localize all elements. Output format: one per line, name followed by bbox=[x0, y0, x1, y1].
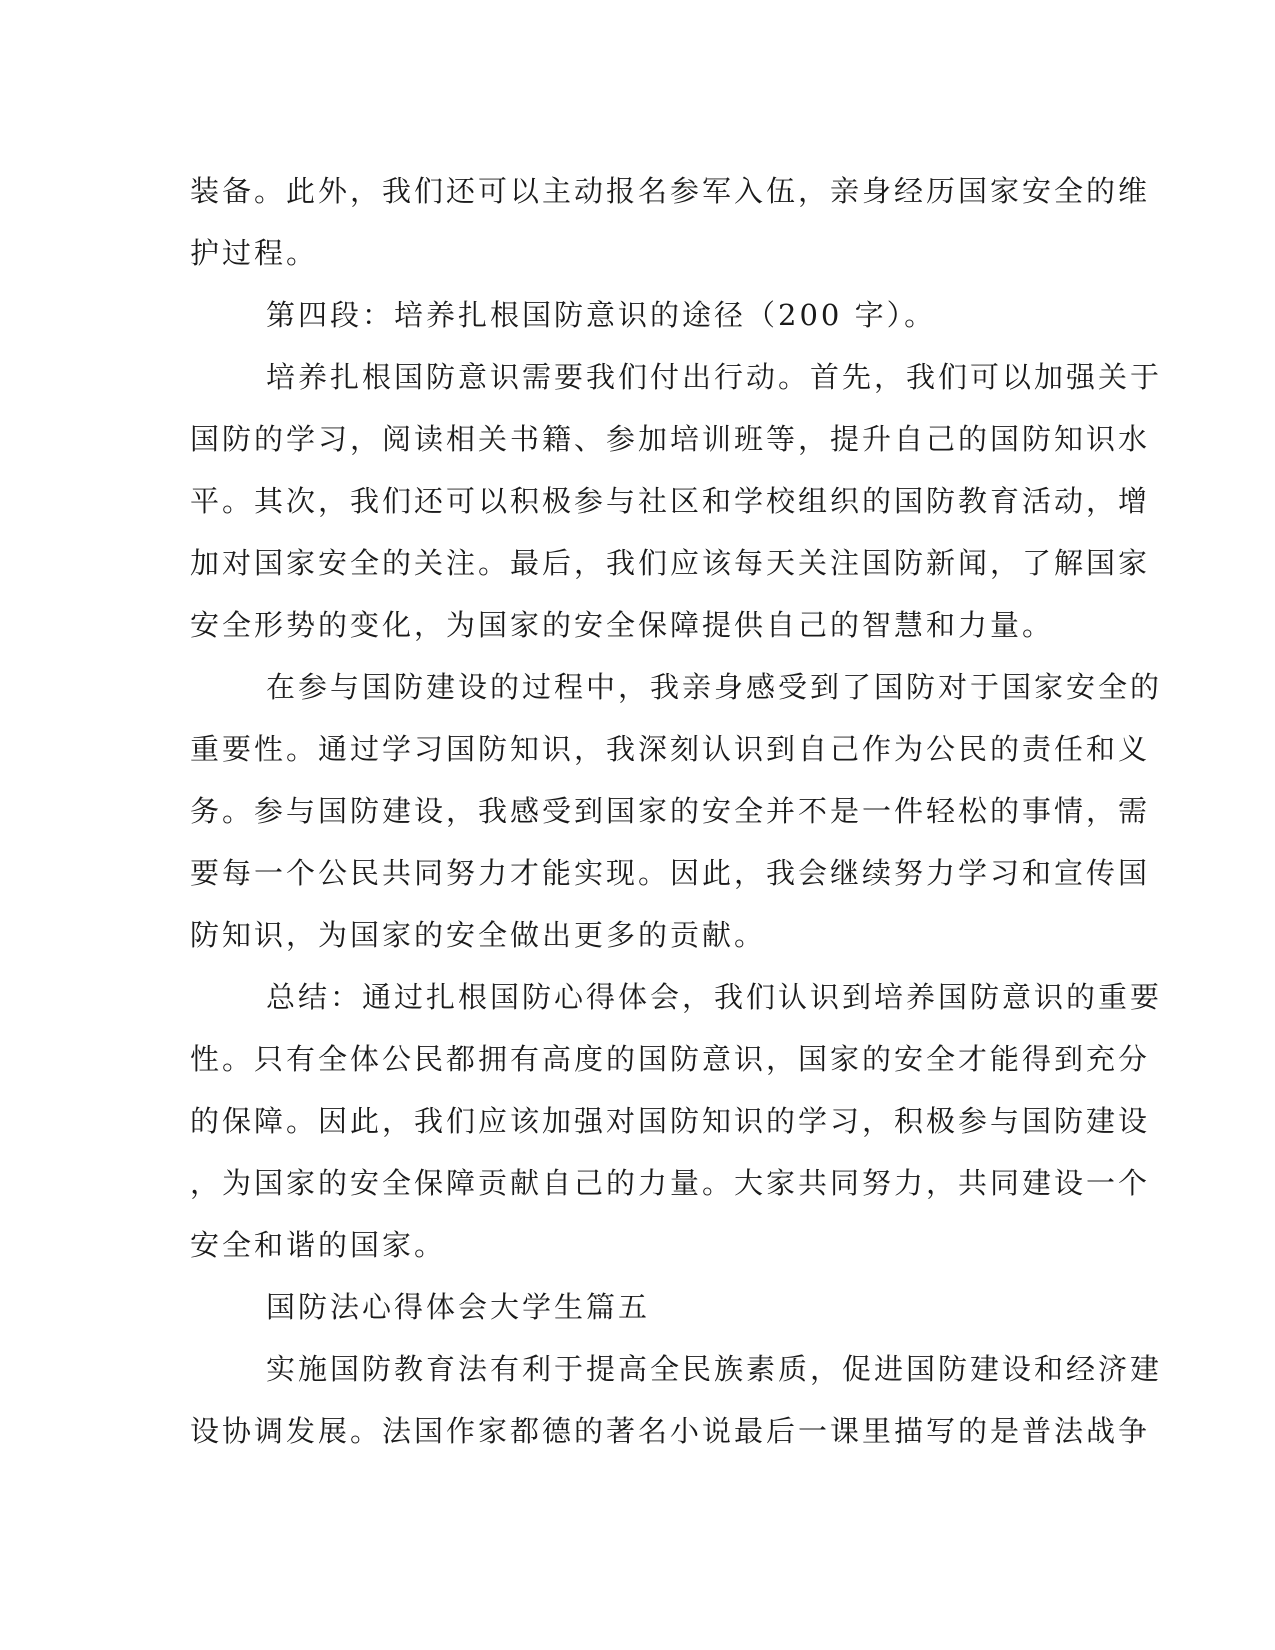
text-line: 设协调发展。法国作家都德的著名小说最后一课里描写的是普法战争 bbox=[190, 1414, 1151, 1448]
text-line: 护过程。 bbox=[190, 236, 319, 270]
paragraph-start: 培养扎根国防意识需要我们付出行动。首先，我们可以加强关于 bbox=[266, 360, 1163, 394]
text-line: ，为国家的安全保障贡献自己的力量。大家共同努力，共同建设一个 bbox=[190, 1166, 1151, 1200]
text-line: 平。其次，我们还可以积极参与社区和学校组织的国防教育活动，增 bbox=[190, 484, 1151, 518]
text-line: 务。参与国防建设，我感受到国家的安全并不是一件轻松的事情，需 bbox=[190, 794, 1151, 828]
text-line: 安全形势的变化，为国家的安全保障提供自己的智慧和力量。 bbox=[190, 608, 1055, 642]
text-line: 性。只有全体公民都拥有高度的国防意识，国家的安全才能得到充分 bbox=[190, 1042, 1151, 1076]
text-line: 防知识，为国家的安全做出更多的贡献。 bbox=[190, 918, 767, 952]
text-line: 国防的学习，阅读相关书籍、参加培训班等，提升自己的国防知识水 bbox=[190, 422, 1151, 456]
paragraph-start: 在参与国防建设的过程中，我亲身感受到了国防对于国家安全的 bbox=[266, 670, 1163, 704]
text-line: 安全和谐的国家。 bbox=[190, 1228, 447, 1262]
text-line: 的保障。因此，我们应该加强对国防知识的学习，积极参与国防建设 bbox=[190, 1104, 1151, 1138]
text-line: 重要性。通过学习国防知识，我深刻认识到自己作为公民的责任和义 bbox=[190, 732, 1151, 766]
section-title: 国防法心得体会大学生篇五 bbox=[266, 1290, 651, 1324]
text-line: 加对国家安全的关注。最后，我们应该每天关注国防新闻，了解国家 bbox=[190, 546, 1151, 580]
paragraph-start: 总结：通过扎根国防心得体会，我们认识到培养国防意识的重要 bbox=[266, 980, 1163, 1014]
paragraph-start: 实施国防教育法有利于提高全民族素质，促进国防建设和经济建 bbox=[266, 1352, 1163, 1386]
text-line: 装备。此外，我们还可以主动报名参军入伍，亲身经历国家安全的维 bbox=[190, 174, 1151, 208]
text-line: 要每一个公民共同努力才能实现。因此，我会继续努力学习和宣传国 bbox=[190, 856, 1151, 890]
section-heading: 第四段：培养扎根国防意识的途径（200 字）。 bbox=[266, 298, 937, 332]
document-body bbox=[190, 160, 1163, 1462]
